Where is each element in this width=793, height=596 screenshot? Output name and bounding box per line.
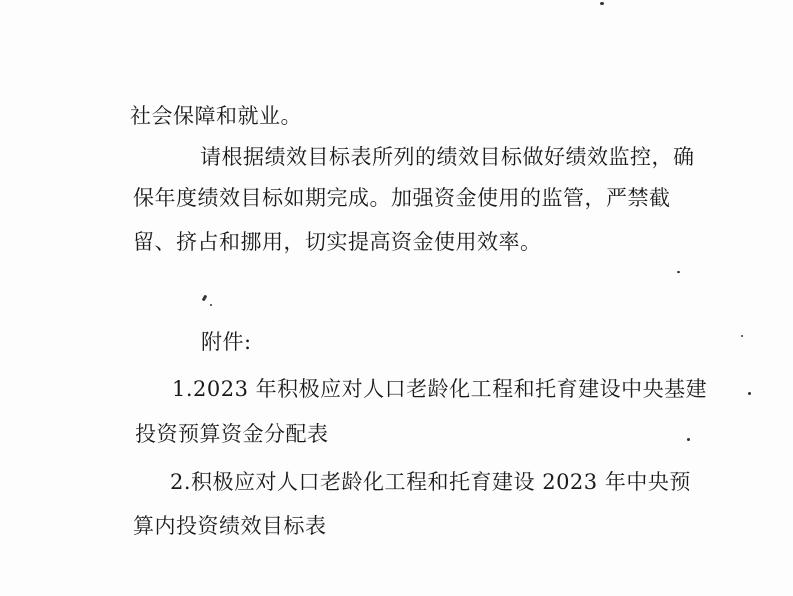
body-text-line: 社会保障和就业。 [130, 104, 302, 128]
scan-speck [677, 271, 680, 273]
scan-speck [202, 295, 208, 302]
scan-speck [210, 304, 212, 306]
attachments-heading: 附件: [201, 330, 252, 354]
attachment-item-1: 1.2023 年积极应对人口老龄化工程和托育建设中央基建 [172, 377, 708, 401]
body-text-line: 留、挤占和挪用，切实提高资金使用效率。 [133, 230, 542, 254]
attachment-item-2: 2.积极应对人口老龄化工程和托育建设 2023 年中央预 [170, 470, 691, 494]
attachment-item-1-continued: 投资预算资金分配表 [135, 422, 329, 446]
body-text-line: 保年度绩效目标如期完成。加强资金使用的监管，严禁截 [133, 186, 671, 210]
scan-speck [741, 335, 743, 337]
scan-speck [748, 392, 751, 395]
scan-speck [600, 2, 604, 5]
attachment-item-2-continued: 算内投资绩效目标表 [133, 514, 327, 538]
scan-speck [687, 438, 690, 441]
body-text-line: 请根据绩效目标表所列的绩效目标做好绩效监控，确 [200, 145, 695, 169]
